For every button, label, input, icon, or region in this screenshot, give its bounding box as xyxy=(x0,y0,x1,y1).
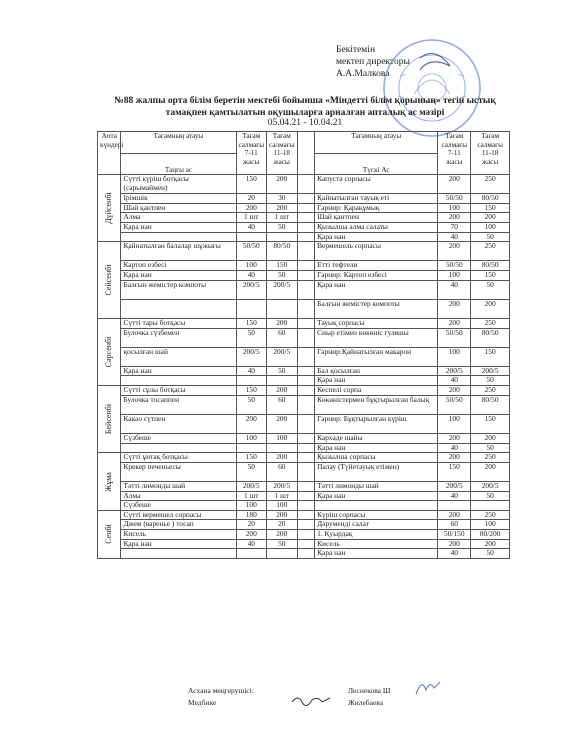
spacer-cell xyxy=(297,242,315,261)
lunch-weight-11-18: 50 xyxy=(471,443,510,453)
menu-row xyxy=(98,529,510,539)
menu-row xyxy=(98,261,510,271)
breakfast-weight-7-11: 50 xyxy=(236,328,267,347)
lunch-weight-7-11: 50/50 xyxy=(438,194,471,204)
lunch-weight-7-11: 200 xyxy=(438,213,471,223)
lunch-weight-7-11: 200 xyxy=(438,434,471,444)
spacer-cell xyxy=(297,366,315,376)
spacer-cell xyxy=(297,549,315,559)
lunch-weight-7-11: 50/50 xyxy=(438,261,471,271)
breakfast-item xyxy=(121,549,236,559)
lunch-weight-7-11: 200 xyxy=(438,242,471,261)
lunch-weight-11-18: 200 xyxy=(471,299,510,318)
breakfast-item: Сүтті тары ботқасы xyxy=(121,318,236,328)
lunch-weight-11-18: 150 xyxy=(471,203,510,213)
breakfast-item: Қайнатылған балалар шұжығы xyxy=(121,242,236,261)
spacer-cell xyxy=(297,453,315,463)
breakfast-item: Алма xyxy=(121,491,236,501)
header-weight-7-11-lunch: Тағам салмағы 7-11 жасы xyxy=(438,132,471,175)
breakfast-item: Балғын жемістер компоты xyxy=(121,280,236,299)
lunch-weight-11-18: 200 xyxy=(471,434,510,444)
breakfast-weight-11-18: 60 xyxy=(267,395,298,414)
lunch-weight-11-18: 80/200 xyxy=(471,529,510,539)
cook-name: Леснекова Ш xyxy=(348,686,391,695)
lunch-weight-11-18 xyxy=(471,501,510,511)
day-name-cell xyxy=(98,318,121,385)
lunch-weight-11-18: 150 xyxy=(471,414,510,433)
approval-line-3: А.А.Малкова xyxy=(336,69,390,79)
breakfast-item: Қара нан xyxy=(121,222,236,232)
lunch-weight-7-11: 60 xyxy=(438,520,471,530)
lunch-weight-7-11: 200 xyxy=(438,386,471,396)
lunch-weight-7-11: 200 xyxy=(438,453,471,463)
lunch-item: Қайнатылған тауық еті xyxy=(315,194,438,204)
menu-row xyxy=(98,203,510,213)
lunch-item: Сиыр етімен көкөніс гуляшы xyxy=(315,328,438,347)
lunch-weight-11-18: 250 xyxy=(471,242,510,261)
lunch-item: Вермешель сорпасы xyxy=(315,242,438,261)
breakfast-item: Тәтті лимонды шай xyxy=(121,482,236,492)
lunch-weight-7-11: 200 xyxy=(438,318,471,328)
menu-row xyxy=(98,549,510,559)
breakfast-item: Алма xyxy=(121,213,236,223)
spacer-cell xyxy=(297,318,315,328)
spacer-cell xyxy=(297,520,315,530)
day-name-cell xyxy=(98,175,121,242)
lunch-item: Гарнир: Бұқтырылған күріш xyxy=(315,414,438,433)
menu-row xyxy=(98,222,510,232)
breakfast-item: Крекер печеньесы xyxy=(121,462,236,481)
breakfast-weight-11-18: 150 xyxy=(267,261,298,271)
header-day: Апта күндері xyxy=(98,132,121,175)
breakfast-item: Қара нан xyxy=(121,539,236,549)
lunch-item: Қызылша сорпасы xyxy=(315,453,438,463)
lunch-item: Палау (Түйетауық етімен) xyxy=(315,462,438,481)
breakfast-weight-11-18: 20 xyxy=(267,520,298,530)
breakfast-weight-7-11: 100 xyxy=(236,434,267,444)
breakfast-weight-7-11: 180 xyxy=(236,510,267,520)
lunch-weight-7-11: 200/5 xyxy=(438,366,471,376)
breakfast-weight-7-11: 200 xyxy=(236,203,267,213)
breakfast-weight-11-18 xyxy=(267,549,298,559)
breakfast-weight-7-11: 20 xyxy=(236,520,267,530)
breakfast-item: Сүтті ұнтақ ботқасы xyxy=(121,453,236,463)
menu-row xyxy=(98,501,510,511)
spacer-cell xyxy=(297,194,315,204)
breakfast-item xyxy=(121,299,236,318)
lunch-item: Дәрумендi салат xyxy=(315,520,438,530)
lunch-weight-7-11 xyxy=(438,501,471,511)
breakfast-item: Қара нан xyxy=(121,366,236,376)
breakfast-weight-11-18: 200 xyxy=(267,386,298,396)
spacer-cell xyxy=(297,414,315,433)
breakfast-weight-11-18: 200/5 xyxy=(267,482,298,492)
breakfast-weight-7-11: 50/50 xyxy=(236,242,267,261)
breakfast-weight-7-11: 200/5 xyxy=(236,280,267,299)
lunch-item: Қара нан xyxy=(315,549,438,559)
spacer-cell xyxy=(297,386,315,396)
spacer-cell xyxy=(297,213,315,223)
lunch-weight-7-11: 200 xyxy=(438,539,471,549)
header-spacer xyxy=(297,132,315,175)
lunch-weight-11-18: 250 xyxy=(471,453,510,463)
breakfast-weight-11-18: 200 xyxy=(267,453,298,463)
weekly-menu-table xyxy=(97,131,510,559)
spacer-cell xyxy=(297,434,315,444)
lunch-weight-11-18: 100 xyxy=(471,222,510,232)
menu-row xyxy=(98,482,510,492)
breakfast-weight-11-18: 50 xyxy=(267,539,298,549)
breakfast-item: Ірімшік xyxy=(121,194,236,204)
breakfast-item: Сүзбеше xyxy=(121,434,236,444)
menu-row xyxy=(98,414,510,433)
day-name: Дүйсенбі xyxy=(103,192,113,224)
lunch-item: Кеспелі сорпа xyxy=(315,386,438,396)
breakfast-weight-11-18: 60 xyxy=(267,462,298,481)
spacer-cell xyxy=(297,232,315,242)
menu-row xyxy=(98,366,510,376)
menu-row xyxy=(98,386,510,396)
breakfast-weight-11-18: 200 xyxy=(267,414,298,433)
breakfast-weight-11-18: 50 xyxy=(267,222,298,232)
header-weight-11-18-breakfast: Тағам салмағы 11-18 жасы xyxy=(267,132,298,175)
breakfast-weight-7-11: 1 шт xyxy=(236,491,267,501)
lunch-weight-7-11: 40 xyxy=(438,280,471,299)
lunch-weight-7-11: 50/150 xyxy=(438,529,471,539)
breakfast-weight-7-11: 200 xyxy=(236,529,267,539)
lunch-item: Қара нан xyxy=(315,443,438,453)
lunch-weight-7-11: 50/50 xyxy=(438,395,471,414)
lunch-item: Етті тефтели xyxy=(315,261,438,271)
day-name: Сәрсенбі xyxy=(103,336,113,368)
spacer-cell xyxy=(297,261,315,271)
lunch-weight-11-18: 50 xyxy=(471,549,510,559)
lunch-item: Қара нан xyxy=(315,376,438,386)
breakfast-weight-7-11: 200/5 xyxy=(236,347,267,366)
breakfast-weight-7-11: 40 xyxy=(236,270,267,280)
breakfast-weight-11-18: 200/5 xyxy=(267,347,298,366)
day-name-cell xyxy=(98,453,121,511)
menu-row xyxy=(98,395,510,414)
breakfast-item: Сүзбеше xyxy=(121,501,236,511)
breakfast-weight-7-11: 200 xyxy=(236,414,267,433)
lunch-weight-11-18: 80/50 xyxy=(471,261,510,271)
lunch-weight-11-18: 50 xyxy=(471,280,510,299)
lunch-weight-11-18: 200/5 xyxy=(471,366,510,376)
breakfast-weight-11-18: 60 xyxy=(267,328,298,347)
breakfast-weight-7-11: 1 шт xyxy=(236,213,267,223)
breakfast-item: Булочка тосаппен xyxy=(121,395,236,414)
spacer-cell xyxy=(297,299,315,318)
lunch-item: Кисель xyxy=(315,539,438,549)
breakfast-weight-7-11: 150 xyxy=(236,318,267,328)
lunch-weight-7-11: 40 xyxy=(438,491,471,501)
lunch-item: Кархаде шайы xyxy=(315,434,438,444)
approval-line-2: мектеп директоры xyxy=(336,57,410,67)
header-lunch: Түскі Ас xyxy=(315,153,438,175)
lunch-weight-11-18: 150 xyxy=(471,270,510,280)
lunch-weight-7-11: 50/50 xyxy=(438,328,471,347)
menu-table-body xyxy=(98,132,510,559)
lunch-item: Қара нан xyxy=(315,232,438,242)
day-name: Сенбі xyxy=(103,524,113,545)
lunch-item xyxy=(315,501,438,511)
lunch-weight-11-18: 50 xyxy=(471,491,510,501)
day-name-cell xyxy=(98,510,121,558)
lunch-item: Көкөністермен бұқтырылған балық xyxy=(315,395,438,414)
breakfast-weight-11-18: 30 xyxy=(267,194,298,204)
breakfast-weight-7-11: 40 xyxy=(236,366,267,376)
lunch-weight-11-18: 250 xyxy=(471,318,510,328)
breakfast-weight-7-11: 150 xyxy=(236,386,267,396)
breakfast-weight-11-18: 50 xyxy=(267,270,298,280)
lunch-item: Тәтті лимонды шай xyxy=(315,482,438,492)
breakfast-weight-7-11: 100 xyxy=(236,501,267,511)
breakfast-weight-7-11: 20 xyxy=(236,194,267,204)
spacer-cell xyxy=(297,501,315,511)
header-row xyxy=(98,132,510,154)
breakfast-weight-7-11: 150 xyxy=(236,453,267,463)
day-name-cell xyxy=(98,386,121,453)
lunch-item: Күріш сорпасы xyxy=(315,510,438,520)
cook-signature xyxy=(412,676,442,698)
breakfast-item: Сүтті сұлы ботқасы xyxy=(121,386,236,396)
lunch-weight-7-11: 100 xyxy=(438,203,471,213)
breakfast-weight-7-11: 50 xyxy=(236,395,267,414)
menu-row xyxy=(98,194,510,204)
breakfast-weight-7-11: 200/5 xyxy=(236,482,267,492)
lunch-weight-7-11: 100 xyxy=(438,414,471,433)
spacer-cell xyxy=(297,482,315,492)
lunch-weight-11-18: 100 xyxy=(471,520,510,530)
header-food-name-1: Тағамның атауы xyxy=(121,132,236,154)
spacer-cell xyxy=(297,280,315,299)
header-weight-7-11-breakfast: Тағам салмағы 7-11 жасы xyxy=(236,132,267,175)
lunch-weight-7-11: 150 xyxy=(438,462,471,481)
breakfast-weight-11-18: 1 шт xyxy=(267,491,298,501)
breakfast-weight-7-11: 40 xyxy=(236,539,267,549)
lunch-item: Қара нан xyxy=(315,491,438,501)
lunch-weight-7-11: 40 xyxy=(438,376,471,386)
breakfast-item: Булочка сүзбемен xyxy=(121,328,236,347)
lunch-weight-7-11: 200 xyxy=(438,510,471,520)
lunch-weight-7-11: 70 xyxy=(438,222,471,232)
lunch-weight-7-11: 200/5 xyxy=(438,482,471,492)
lunch-item: Гарнир:Қайнатылған макарон xyxy=(315,347,438,366)
breakfast-weight-7-11: 50 xyxy=(236,462,267,481)
menu-row xyxy=(98,539,510,549)
lunch-weight-7-11: 40 xyxy=(438,549,471,559)
menu-row xyxy=(98,270,510,280)
breakfast-weight-11-18: 1 шт xyxy=(267,213,298,223)
menu-row xyxy=(98,491,510,501)
spacer-cell xyxy=(297,462,315,481)
spacer-cell xyxy=(297,491,315,501)
day-name-cell xyxy=(98,242,121,319)
breakfast-item: қосылған шай xyxy=(121,347,236,366)
breakfast-weight-11-18: 50 xyxy=(267,366,298,376)
menu-row xyxy=(98,242,510,261)
breakfast-item: Кисель xyxy=(121,529,236,539)
spacer-cell xyxy=(297,376,315,386)
menu-row xyxy=(98,434,510,444)
breakfast-weight-11-18: 200 xyxy=(267,203,298,213)
breakfast-weight-11-18 xyxy=(267,299,298,318)
lunch-weight-11-18: 200/5 xyxy=(471,482,510,492)
lunch-weight-11-18: 80/50 xyxy=(471,395,510,414)
day-name: Жұма xyxy=(103,471,113,492)
menu-row xyxy=(98,318,510,328)
spacer-cell xyxy=(297,395,315,414)
approval-line-1: Бекітемін xyxy=(336,45,376,55)
spacer-cell xyxy=(297,529,315,539)
lunch-weight-11-18: 250 xyxy=(471,386,510,396)
lunch-weight-7-11: 200 xyxy=(438,299,471,318)
lunch-item: Балғын жемістер компоты xyxy=(315,299,438,318)
lunch-weight-11-18: 50 xyxy=(471,232,510,242)
lunch-item: Гарнир: Қарақұмық xyxy=(315,203,438,213)
breakfast-item: Шай қантпен xyxy=(121,203,236,213)
breakfast-item: Қара нан xyxy=(121,270,236,280)
nurse-name: Жилебаева xyxy=(348,698,384,707)
lunch-weight-11-18: 80/50 xyxy=(471,328,510,347)
nurse-role: Медбике xyxy=(188,698,217,707)
spacer-cell xyxy=(297,539,315,549)
breakfast-weight-7-11: 40 xyxy=(236,222,267,232)
breakfast-weight-11-18: 200 xyxy=(267,175,298,194)
lunch-weight-11-18: 50 xyxy=(471,376,510,386)
spacer-cell xyxy=(297,222,315,232)
lunch-weight-11-18: 80/50 xyxy=(471,194,510,204)
breakfast-weight-7-11: 100 xyxy=(236,261,267,271)
lunch-weight-11-18: 250 xyxy=(471,175,510,194)
breakfast-item: Сүтті күріш ботқасы (сарымаймен) xyxy=(121,175,236,194)
breakfast-weight-11-18: 80/50 xyxy=(267,242,298,261)
lunch-weight-7-11: 40 xyxy=(438,443,471,453)
breakfast-weight-7-11: 150 xyxy=(236,175,267,194)
cook-role: Асхана меңгерушісі: xyxy=(188,686,254,695)
lunch-weight-7-11: 200 xyxy=(438,175,471,194)
breakfast-weight-11-18: 200 xyxy=(267,318,298,328)
spacer-cell xyxy=(297,510,315,520)
lunch-item: Капуста сорпасы xyxy=(315,175,438,194)
menu-row xyxy=(98,453,510,463)
header-food-name-2: Тағамның атауы xyxy=(315,132,438,154)
menu-row xyxy=(98,328,510,347)
spacer-cell xyxy=(297,328,315,347)
spacer-cell xyxy=(297,443,315,453)
lunch-item: Гарнир: Картоп езбесі xyxy=(315,270,438,280)
menu-row xyxy=(98,347,510,366)
menu-period: 05.04.21 - 10.04.21 xyxy=(267,118,343,128)
breakfast-item: Какао сүтпен xyxy=(121,414,236,433)
lunch-weight-11-18: 250 xyxy=(471,510,510,520)
day-name: Сейсенбі xyxy=(103,264,113,296)
lunch-weight-7-11: 40 xyxy=(438,232,471,242)
spacer-cell xyxy=(297,270,315,280)
lunch-item: 1. Қуырдақ xyxy=(315,529,438,539)
lunch-item: Шай қантпен xyxy=(315,213,438,223)
menu-row xyxy=(98,280,510,299)
spacer-cell xyxy=(297,175,315,194)
lunch-weight-11-18: 150 xyxy=(471,347,510,366)
lunch-weight-11-18: 200 xyxy=(471,213,510,223)
lunch-weight-11-18: 200 xyxy=(471,462,510,481)
header-weight-11-18-lunch: Тағам салмағы 11-18 жасы xyxy=(471,132,510,175)
menu-row xyxy=(98,175,510,194)
menu-row xyxy=(98,213,510,223)
lunch-item: Тауық сорпасы xyxy=(315,318,438,328)
menu-row xyxy=(98,462,510,481)
breakfast-weight-11-18: 200 xyxy=(267,510,298,520)
lunch-weight-11-18: 200 xyxy=(471,539,510,549)
menu-row xyxy=(98,299,510,318)
breakfast-weight-11-18: 100 xyxy=(267,501,298,511)
breakfast-weight-7-11 xyxy=(236,299,267,318)
spacer-cell xyxy=(297,203,315,213)
breakfast-weight-11-18: 200 xyxy=(267,529,298,539)
breakfast-item: Сүтті вермешел сорпасы xyxy=(121,510,236,520)
breakfast-weight-11-18: 200/5 xyxy=(267,280,298,299)
spacer-cell xyxy=(297,347,315,366)
document-title: №88 жалпы орта білім беретін мектебі бойынша «Міндетті білім қорының» тегін ыстық тамақпен қамтылатын оқушыларға арналған апталық ас мәзірі xyxy=(114,96,496,118)
breakfast-weight-11-18: 100 xyxy=(267,434,298,444)
lunch-item: Қара нан xyxy=(315,280,438,299)
lunch-weight-7-11: 100 xyxy=(438,270,471,280)
nurse-signature xyxy=(290,692,334,708)
lunch-weight-7-11: 100 xyxy=(438,347,471,366)
header-breakfast: Таңғы ас xyxy=(121,153,236,175)
lunch-item: Бал қосылған xyxy=(315,366,438,376)
day-name: Бейсенбі xyxy=(103,404,113,435)
lunch-item: Қызылша алма салаты xyxy=(315,222,438,232)
breakfast-item: Джем (варенье ) тосап xyxy=(121,520,236,530)
breakfast-item: Картоп езбесі xyxy=(121,261,236,271)
breakfast-weight-7-11 xyxy=(236,549,267,559)
